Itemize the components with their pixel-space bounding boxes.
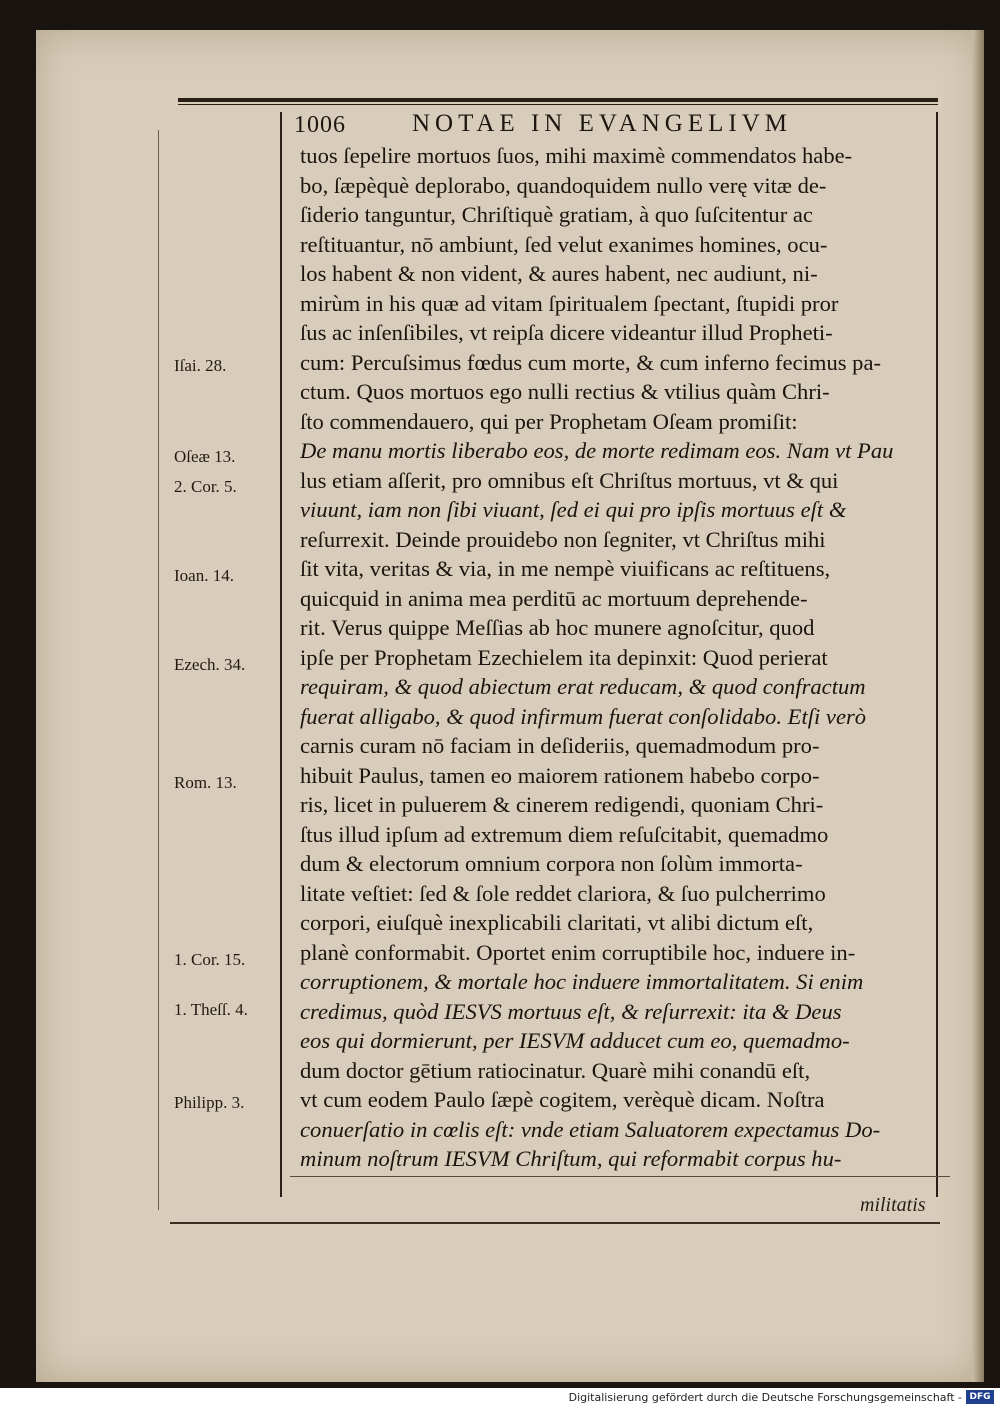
text-line: eos qui dormierunt, per IESVM adducet cum eo, quemadmo- <box>300 1028 850 1053</box>
margin-note: Philipp. 3. <box>174 1093 245 1112</box>
text-block-left-rule <box>280 112 282 1197</box>
text-line: requiram, & quod abiectum erat reducam, & quod confractum <box>300 674 866 699</box>
text-line: hibuit Paulus, tamen eo maiorem rationem habebo corpo- <box>300 762 820 788</box>
text-line: viuunt, iam non ſibi viuant, ſed ei qui pro ipſis mortuus eſt & <box>300 497 847 522</box>
text-line: planè conformabit. Oportet enim corruptibile hoc, induere in- <box>300 939 856 965</box>
text-line: dum doctor gētium ratiocinatur. Quarè mihi conandū eſt, <box>300 1057 811 1083</box>
text-line: lus etiam aſſerit, pro omnibus eſt Chriſtus mortuus, vt & qui <box>300 467 839 493</box>
header-rule-thin <box>178 104 938 105</box>
text-line: ris, licet in puluerem & cinerem redigendi, quoniam Chri- <box>300 792 824 817</box>
text-line: ſto commendauero, qui per Prophetam Oſeam promiſit: <box>300 408 798 434</box>
text-line: fuerat alligabo, & quod infirmum fuerat conſolidabo. Etſi verò <box>300 703 867 729</box>
margin-note: 1. Cor. 15. <box>174 950 246 969</box>
page-edge <box>972 30 984 1382</box>
text-line: mirùm in his quæ ad vitam ſpiritualem ſpectant, ſtupidi pror <box>300 290 839 316</box>
page-foot-rule <box>170 1222 940 1224</box>
text-line: ſit vita, veritas & via, in me nempè viuificans ac reſtituens, <box>300 556 831 581</box>
margin-note: 1. Theſſ. 4. <box>174 1000 248 1019</box>
text-line: conuerſatio in cœlis eſt: vnde etiam Saluatorem expectamus Do- <box>300 1116 881 1142</box>
text-line: cum: Percuſsimus fœdus cum morte, & cum inferno fecimus pa- <box>300 349 882 375</box>
text-line: bo, ſæpèquè deplorabo, quandoquidem nullo verę vitæ de- <box>300 172 827 198</box>
text-line: litate veſtiet: ſed & ſole reddet clariora, & ſuo pulcherrimo <box>300 880 826 906</box>
text-line: ſiderio tanguntur, Chriſtiquè gratiam, à quo ſuſcitentur ac <box>300 202 813 227</box>
margin-note: Ioan. 14. <box>174 566 234 585</box>
header-rule <box>178 98 938 102</box>
running-title: NOTAE IN EVANGELIVM <box>412 110 792 137</box>
body-text <box>300 141 940 1174</box>
page-number: 1006 <box>294 112 346 138</box>
text-line: carnis curam nō faciam in deſideriis, quemadmodum pro- <box>300 733 820 758</box>
text-line: rit. Verus quippe Meſſias ab hoc munere agnoſcitur, quod <box>300 615 815 640</box>
dfg-logo-icon: DFG <box>966 1390 994 1404</box>
text-block-bottom-rule <box>290 1176 950 1177</box>
text-line: De manu mortis liberabo eos, de morte redimam eos. Nam vt Pau <box>300 438 894 463</box>
text-line: vt cum eodem Paulo ſæpè cogitem, verèquè dicam. Noſtra <box>300 1087 825 1112</box>
text-line: ſus ac inſenſibiles, vt reipſa dicere videantur illud Propheti- <box>300 320 833 345</box>
text-line: corruptionem, & mortale hoc induere immortalitatem. Si enim <box>300 969 864 994</box>
text-line: reſurrexit. Deinde prouidebo non ſegniter, vt Chriſtus mihi <box>300 526 826 552</box>
text-line: ipſe per Prophetam Ezechielem ita depinxit: Quod perierat <box>300 644 828 670</box>
margin-notes <box>0 0 280 1300</box>
text-line: credimus, quòd IESVS mortuus eſt, & reſurrexit: ita & Deus <box>300 998 842 1024</box>
margin-note: Oſeæ 13. <box>174 447 236 466</box>
text-line: tuos ſepelire mortuos ſuos, mihi maximè commendatos habe- <box>300 143 853 168</box>
text-line: ſtus illud ipſum ad extremum diem reſuſcitabit, quemadmo <box>300 821 829 847</box>
text-line: minum noſtrum IESVM Chriſtum, qui reformabit corpus hu- <box>300 1146 842 1171</box>
margin-note: Iſai. 28. <box>174 356 227 375</box>
catchword: militatis <box>860 1194 926 1216</box>
text-line: ctum. Quos mortuos ego nulli rectius & vtilius quàm Chri- <box>300 379 830 404</box>
text-line: los habent & non vident, & aures habent, nec audiunt, ni- <box>300 261 818 286</box>
margin-note: 2. Cor. 5. <box>174 477 237 496</box>
footer-credit: Digitalisierung gefördert durch die Deutsche Forschungsgemeinschaft - <box>568 1391 962 1404</box>
text-line: corpori, eiuſquè inexplicabili claritati, vt alibi dictum eſt, <box>300 910 814 935</box>
text-line: dum & electorum omnium corpora non ſolùm immorta- <box>300 851 803 876</box>
margin-note: Ezech. 34. <box>174 655 246 674</box>
text-line: reſtituantur, nō ambiunt, ſed velut exanimes homines, ocu- <box>300 231 828 257</box>
margin-note: Rom. 13. <box>174 773 237 792</box>
text-line: quicquid in anima mea perditū ac mortuum deprehende- <box>300 585 808 611</box>
